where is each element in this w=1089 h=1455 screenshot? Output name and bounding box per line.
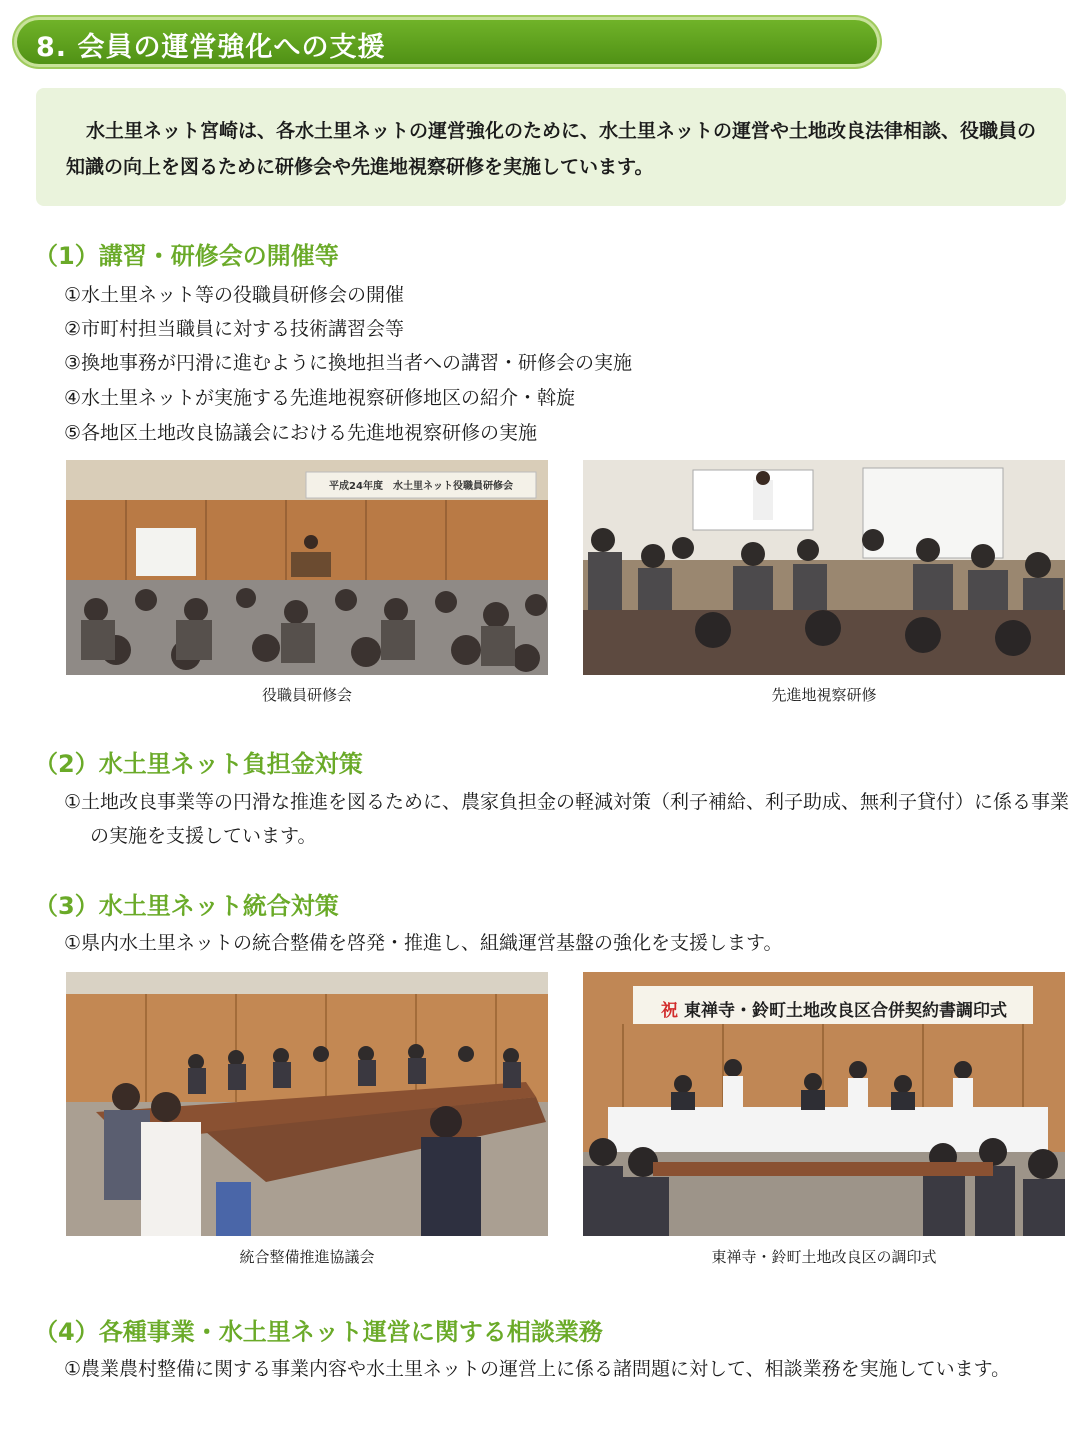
- photo-staff-training-banner: 平成24年度 水土里ネット役職員研修会: [329, 481, 513, 492]
- section-2-item-1: ①土地改良事業等の円滑な推進を図るために、農家負担金の軽減対策（利子補給、利子助成、無利子貸付）に係る事業の実施を支援しています。: [64, 791, 1070, 847]
- photo-signing-ceremony: [583, 972, 1065, 1236]
- section-1-item-2: ②市町村担当職員に対する技術講習会等: [64, 318, 405, 340]
- photo-caption-staff-training: 役職員研修会: [261, 686, 352, 704]
- photo-site-visit: [583, 460, 1065, 675]
- intro-box: [36, 88, 1066, 206]
- section-3-item-1: ①県内水土里ネットの統合整備を啓発・推進し、組織運営基盤の強化を支援します。: [64, 932, 783, 954]
- section-2-heading: （2）水土里ネット負担金対策: [34, 750, 363, 778]
- photo-signing-banner: [639, 996, 1029, 1021]
- page-title: 8. 会員の運営強化への支援: [36, 32, 386, 63]
- page-title-bar: [14, 17, 880, 67]
- section-4-heading: （4）各種事業・水土里ネット運営に関する相談業務: [34, 1318, 603, 1346]
- celebration-mark: 祝: [661, 1001, 679, 1021]
- section-1-item-3: ③換地事務が円滑に進むように換地担当者への講習・研修会の実施: [64, 352, 633, 374]
- section-1-item-5: ⑤各地区土地改良協議会における先進地視察研修の実施: [64, 422, 538, 444]
- intro-text: 水土里ネット宮崎は、各水土里ネットの運営強化のために、水土里ネットの運営や土地改良法律相談、役職員の知識の向上を図るために研修会や先進地視察研修を実施しています。: [66, 120, 1037, 178]
- section-1-heading: （1）講習・研修会の開催等: [34, 242, 339, 270]
- photo-caption-signing-ceremony: 東禅寺・鈴町土地改良区の調印式: [711, 1248, 937, 1266]
- section-3-heading: （3）水土里ネット統合対策: [34, 892, 339, 920]
- photo-caption-site-visit: 先進地視察研修: [771, 686, 877, 704]
- photo-staff-training: [66, 460, 548, 675]
- section-1-item-4: ④水土里ネットが実施する先進地視察研修地区の紹介・斡旋: [64, 387, 576, 409]
- section-1-item-1: ①水土里ネット等の役職員研修会の開催: [64, 284, 405, 306]
- section-4-item-1: ①農業農村整備に関する事業内容や水土里ネットの運営上に係る諸問題に対して、相談業務を実施しています。: [64, 1358, 1011, 1380]
- photo-caption-integration-council: 統合整備推進協議会: [239, 1248, 375, 1266]
- photo-integration-council: [66, 972, 548, 1236]
- signing-banner-text: 東禅寺・鈴町土地改良区合併契約書調印式: [683, 1001, 1007, 1021]
